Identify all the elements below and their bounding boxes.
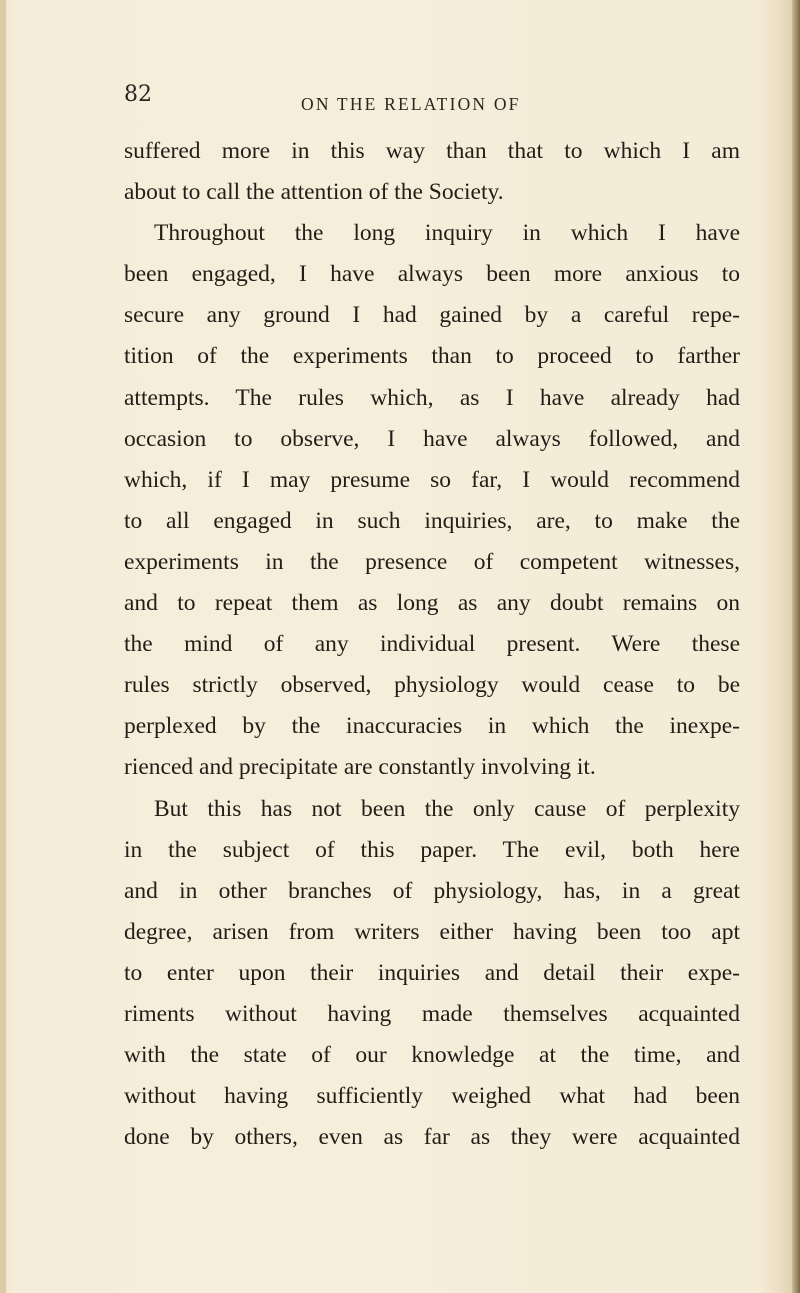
page-left-edge [0,0,6,1293]
text-line: Throughout the long inquiry in which I have [154,220,740,247]
text-line: But this has not been the only cause of perplexity [154,795,740,822]
text-line: which, if I may presume so far, I would recommend [124,466,740,493]
text-line: to all engaged in such inquiries, are, to make the [124,507,740,534]
text-line: attempts. The rules which, as I have already had [124,384,740,411]
text-line: secure any ground I had gained by a careful repe- [124,302,740,329]
text-line: and to repeat them as long as any doubt remains on [124,590,740,617]
text-line: done by others, even as far as they were acquainted [124,1124,740,1151]
text-line: about to call the attention of the Society. [124,179,504,206]
running-head: ON THE RELATION OF [301,94,521,114]
text-line: suffered more in this way than that to which I am [124,138,740,164]
text-line: riments without having made themselves acquainted [124,1000,740,1027]
text-line: rules strictly observed, physiology would cease to be [124,672,740,699]
page-number: 82 [124,82,152,107]
text-line: perplexed by the inaccuracies in which the inexpe- [124,713,740,740]
text-line: in the subject of this paper. The evil, both here [124,836,740,863]
text-line: the mind of any individual present. Were these [124,631,740,658]
text-line: been engaged, I have always been more anxious to [124,261,740,288]
text-line: occasion to observe, I have always followed, and [124,425,740,452]
text-line: degree, arisen from writers either having been too apt [124,918,740,945]
page-right-edge-shadow [792,0,800,1293]
text-line: tition of the experiments than to proceed to farther [124,343,740,370]
text-line: without having sufficiently weighed what had been [124,1083,740,1110]
text-line: to enter upon their inquiries and detail their expe- [124,959,740,986]
text-line: experiments in the presence of competent witnesses, [124,548,740,575]
body-text [124,131,740,1158]
text-line: with the state of our knowledge at the time, and [124,1042,740,1069]
text-line: rienced and precipitate are constantly involving it. [124,754,596,781]
text-line: and in other branches of physiology, has, in a great [124,877,740,904]
